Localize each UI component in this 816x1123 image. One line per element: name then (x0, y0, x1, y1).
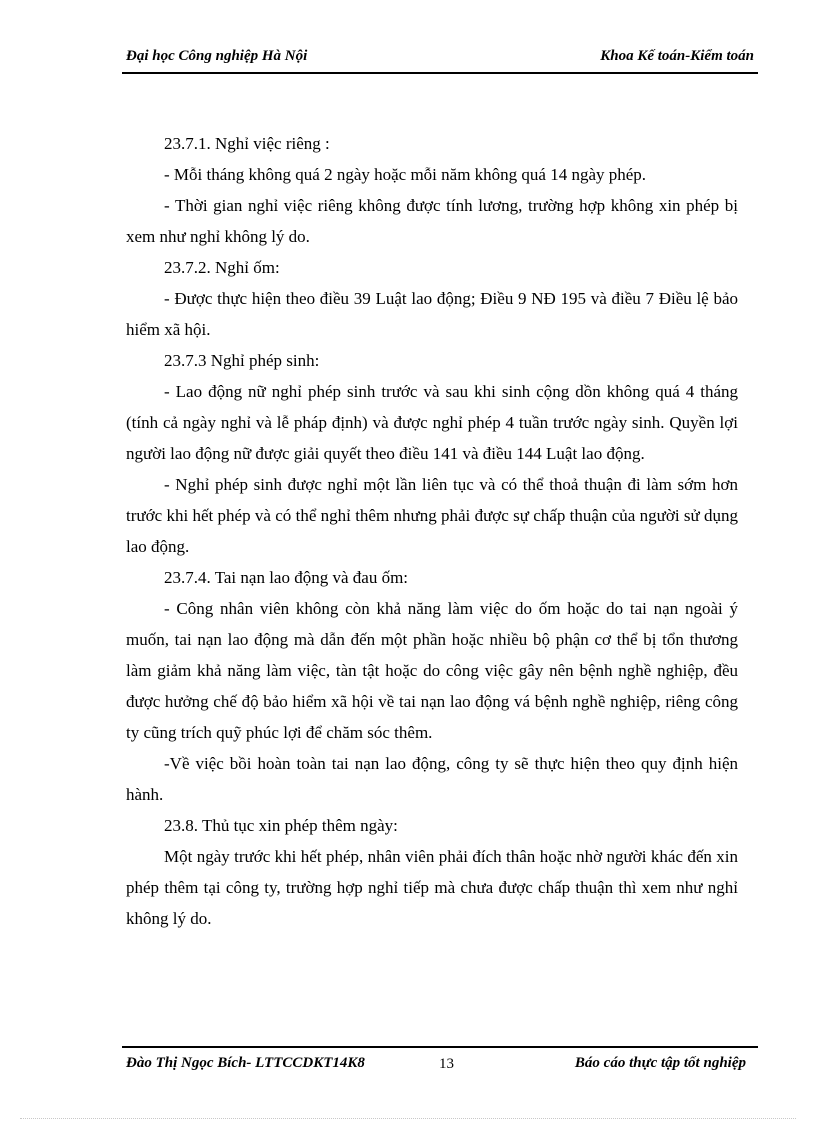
paragraph: - Mỗi tháng không quá 2 ngày hoặc mỗi năm không quá 14 ngày phép. (164, 165, 647, 184)
page-footer (126, 1055, 746, 1077)
heading-23-7-4: 23.7.4. Tai nạn lao động và đau ốm: (164, 568, 409, 587)
paragraph: - Được thực hiện theo điều 39 Luật lao động; Điều 9 NĐ 195 và điều 7 Điều lệ bảo hiểm xã hội. (126, 289, 738, 339)
paragraph: - Lao động nữ nghỉ phép sinh trước và sau khi sinh cộng dồn không quá 4 tháng (tính cả ngày nghỉ và lễ pháp định) và được nghỉ phép 4 tuần trước ngày sinh. Quyền lợi người lao động nữ được giải quyết theo điều 141 và điều 144 Luật lao động. (126, 382, 738, 463)
heading-23-7-3: 23.7.3 Nghỉ phép sinh: (164, 351, 320, 370)
footer-report-title: Báo cáo thực tập tốt nghiệp (574, 1055, 746, 1071)
heading-23-7-2: 23.7.2. Nghỉ ốm: (164, 258, 280, 277)
paragraph: Một ngày trước khi hết phép, nhân viên phải đích thân hoặc nhờ người khác đến xin phép thêm tại công ty, trường hợp nghỉ tiếp mà chưa được chấp thuận thì xem như nghỉ không lý do. (126, 847, 738, 928)
page-header (126, 48, 754, 70)
footer-author: Đào Thị Ngọc Bích- LTTCCDKT14K8 (126, 1055, 365, 1071)
header-divider (122, 72, 758, 74)
paragraph: -Về việc bồi hoàn toàn tai nạn lao động, công ty sẽ thực hiện theo quy định hiện hành. (126, 754, 738, 804)
paragraph: - Thời gian nghỉ việc riêng không được tính lương, trường hợp không xin phép bị xem như nghỉ không lý do. (126, 196, 738, 246)
footer-divider (122, 1046, 758, 1048)
page-number: 13 (439, 1056, 454, 1072)
document-body (126, 128, 738, 934)
page-edge-divider (20, 1118, 796, 1119)
header-university: Đại học Công nghiệp Hà Nội (126, 48, 308, 64)
heading-23-8: 23.8. Thủ tục xin phép thêm ngày: (164, 816, 398, 835)
paragraph: - Nghỉ phép sinh được nghỉ một lần liên tục và có thể thoả thuận đi làm sớm hơn trước khi hết phép và có thể nghỉ thêm nhưng phải được sự chấp thuận của người sử dụng lao động. (126, 475, 738, 556)
header-faculty: Khoa Kế toán-Kiểm toán (600, 48, 754, 64)
paragraph: - Công nhân viên không còn khả năng làm việc do ốm hoặc do tai nạn ngoài ý muốn, tai nạn lao động mà dẫn đến một phần hoặc nhiều bộ phận cơ thể bị tổn thương làm giảm khả năng làm việc, tàn tật hoặc do công việc gây nên bệnh nghề nghiệp, đều được hưởng chế độ bảo hiểm xã hội về tai nạn lao động vá bệnh nghề nghiệp, riêng công ty cũng trích quỹ phúc lợi để chăm sóc thêm. (126, 599, 738, 742)
heading-23-7-1: 23.7.1. Nghỉ việc riêng : (164, 134, 330, 153)
